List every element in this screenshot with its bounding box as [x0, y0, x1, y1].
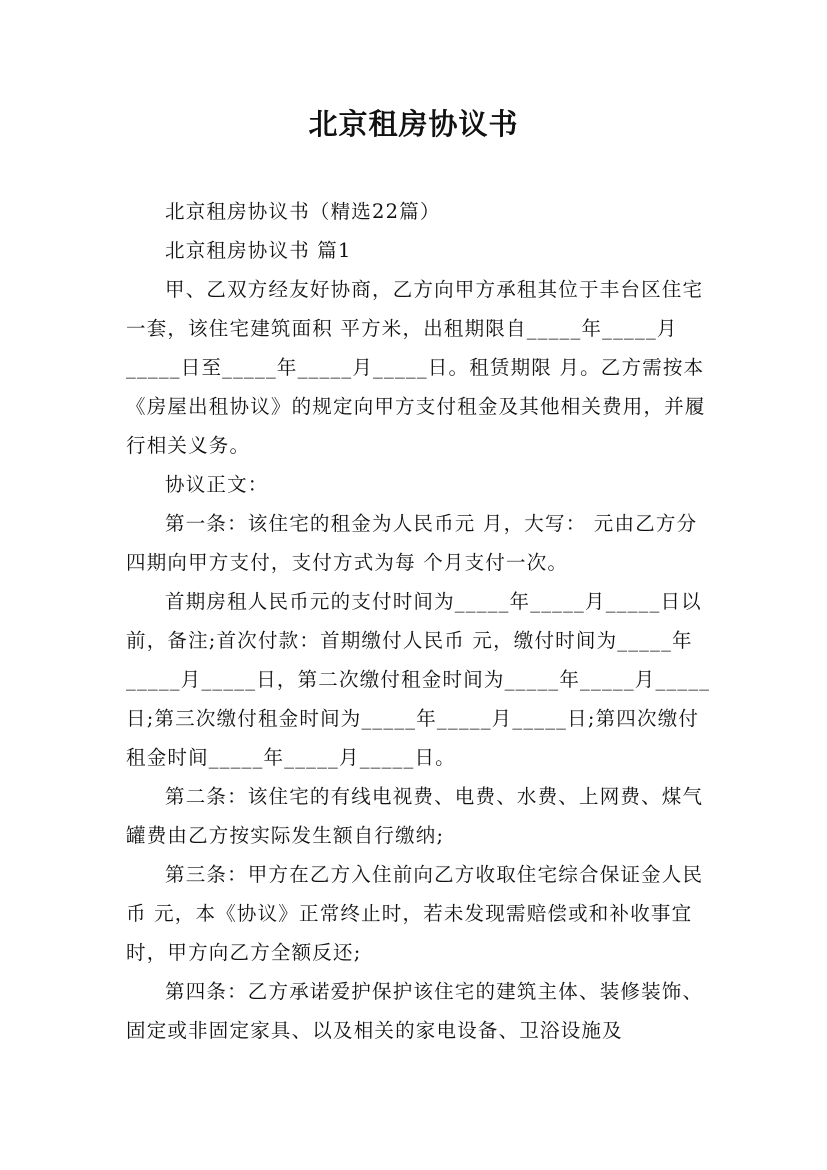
paragraph-section-heading: 北京租房协议书 篇1	[165, 239, 352, 262]
paragraph-article-2: 第二条：该住宅的有线电视费、电费、水费、上网费、煤气罐费由乙方按实际发生额自行缴纳;	[126, 785, 704, 847]
paragraph-intro: 甲、乙双方经友好协商，乙方向甲方承租其位于丰台区住宅一套，该住宅建筑面积 平方米，出租期限自_____年_____月_____日至_____年_____月_____日。租赁期限 月。乙方需按本《房屋出租协议》的规定向甲方支付租金及其他相关费用，并履行相关义务。	[126, 278, 706, 457]
paragraph-agreement-label: 协议正文：	[165, 473, 269, 496]
document-title: 北京租房协议书	[308, 107, 519, 141]
paragraph-payment-schedule: 首期房租人民币元的支付时间为_____年_____月_____日以前，备注;首次付款：首期缴付人民币 元，缴付时间为_____年_____月_____日，第二次缴付租金时间为_____年_____月_____日;第三次缴付租金时间为_____年_____月_____日;第四次缴付租金时间_____年_____月_____日。	[126, 590, 711, 769]
paragraph-article-3: 第三条：甲方在乙方入住前向乙方收取住宅综合保证金人民币 元，本《协议》正常终止时，若未发现需赔偿或和补收事宜时，甲方向乙方全额反还;	[126, 863, 704, 964]
paragraph-subtitle: 北京租房协议书（精选22篇）	[165, 200, 441, 223]
paragraph-article-4: 第四条：乙方承诺爱护保护该住宅的建筑主体、装修装饰、固定或非固定家具、以及相关的家电设备、卫浴设施及	[126, 980, 704, 1042]
paragraph-article-1: 第一条：该住宅的租金为人民币元 月，大写： 元由乙方分四期向甲方支付，支付方式为每 个月支付一次。	[126, 512, 698, 574]
document-body	[126, 192, 716, 1050]
